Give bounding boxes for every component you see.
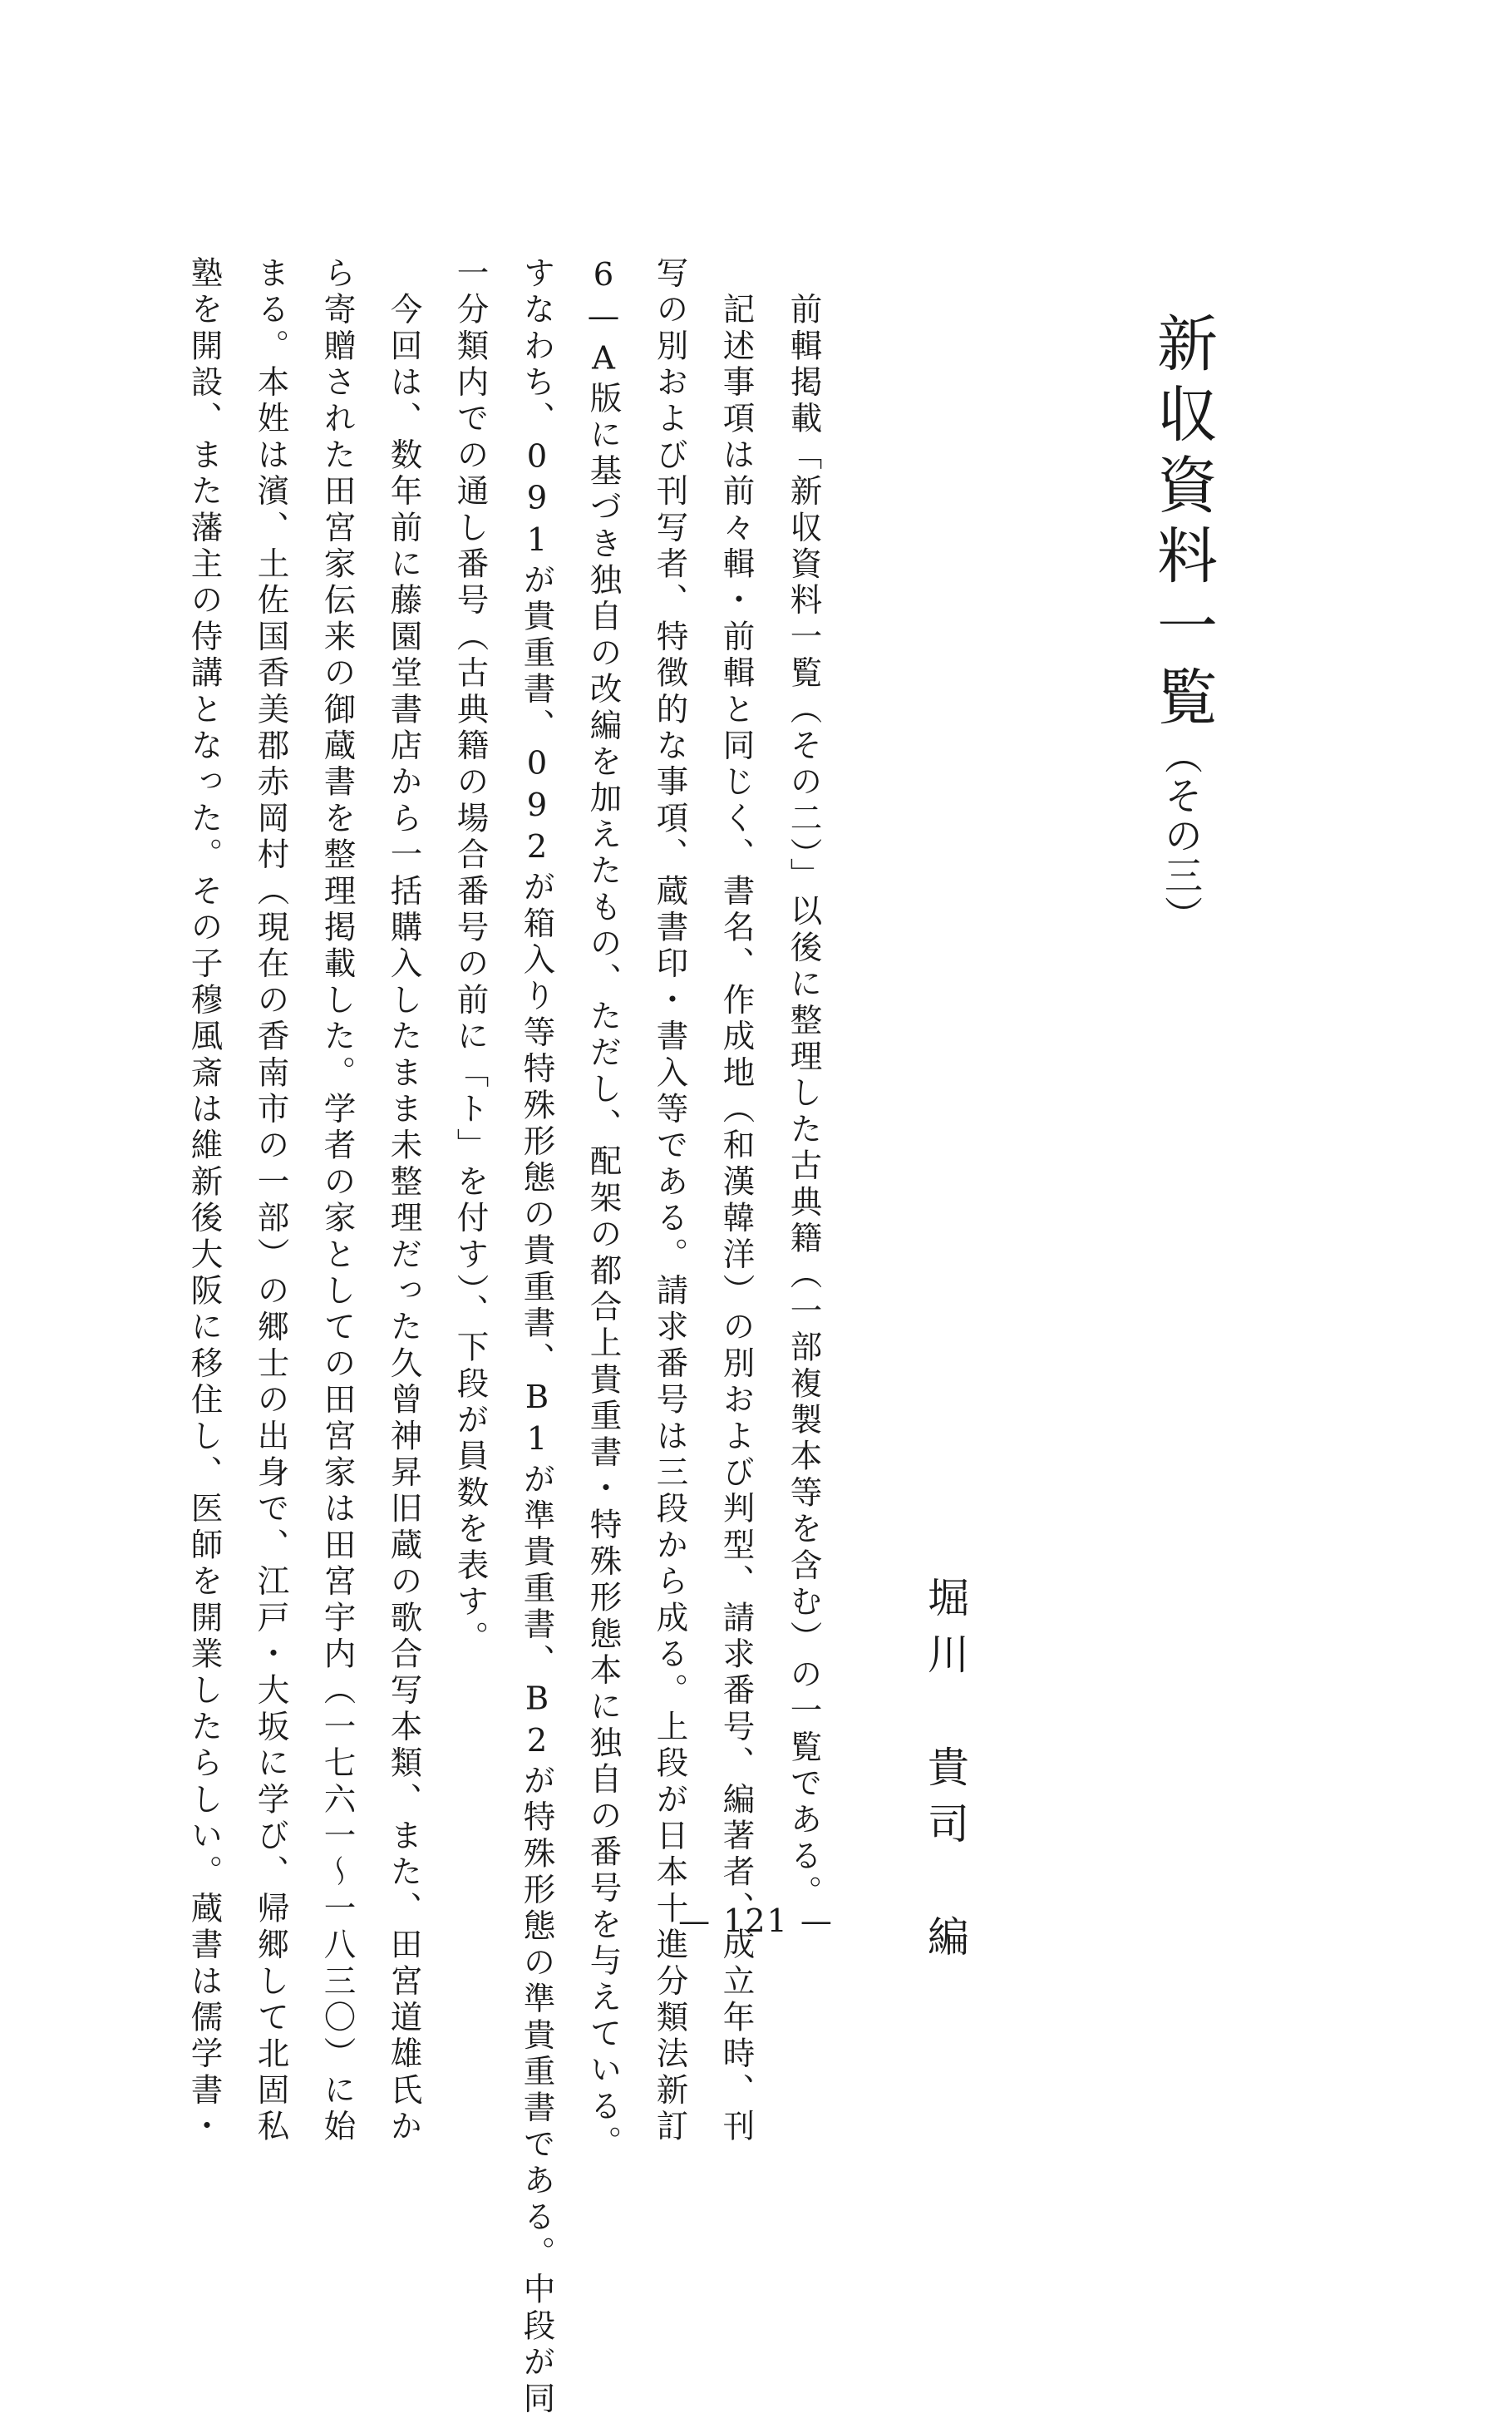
body-line-4: 6—A版に基づき独自の改編を加えたもの、ただし、配架の都合上貴重書・特殊形態本に独自の番号を与えている。	[584, 256, 623, 2162]
body-line-8: ら寄贈された田宮家伝来の御蔵書を整理掲載した。学者の家としての田宮家は田宮宇内（一七六一〜一八三〇）に始	[318, 256, 357, 2146]
body-line-5: すなわち、091が貴重書、092が箱入り等特殊形態の貴重書、B1が準貴重書、B2が特殊形態の準貴重書である。中段が同	[518, 256, 556, 2418]
body-line-3: 写の別および刊写者、特徴的な事項、蔵書印・書入等である。請求番号は三段から成る。上段が日本十進分類法新訂	[651, 256, 689, 2146]
page-number: — 121 —	[678, 1902, 834, 1939]
body-line-1: 前輯掲載「新収資料一覧（その二）」以後に整理した古典籍（一部複製本等を含む）の一覧である。	[785, 256, 823, 1912]
body-line-2: 記述事項は前々輯・前輯と同じく、書名、作成地（和漢韓洋）の別および判型、請求番号、編著者、成立年時、刊	[717, 256, 756, 2146]
title-sub: （その三）	[1159, 736, 1204, 935]
body-line-6: 一分類内での通し番号（古典籍の場合番号の前に「ト」を付す）、下段が員数を表す。	[451, 256, 490, 1658]
body-line-9: まる。本姓は濱、土佐国香美郡赤岡村（現在の香南市の一部）の郷士の出身で、江戸・大坂に学び、帰郷して北固私	[252, 256, 290, 2146]
page-title	[1146, 312, 1217, 935]
author-line: 堀川 貴司 編	[921, 1576, 969, 1971]
title-main: 新収資料一覧	[1146, 312, 1217, 736]
body-line-10: 塾を開設、また藩主の侍講となった。その子穆風斎は維新後大阪に移住し、医師を開業したらしい。蔵書は儒学書・	[185, 256, 224, 2146]
body-line-7: 今回は、数年前に藤園堂書店から一括購入したまま未整理だった久曾神昇旧蔵の歌合写本類、また、田宮道雄氏か	[385, 256, 423, 2146]
